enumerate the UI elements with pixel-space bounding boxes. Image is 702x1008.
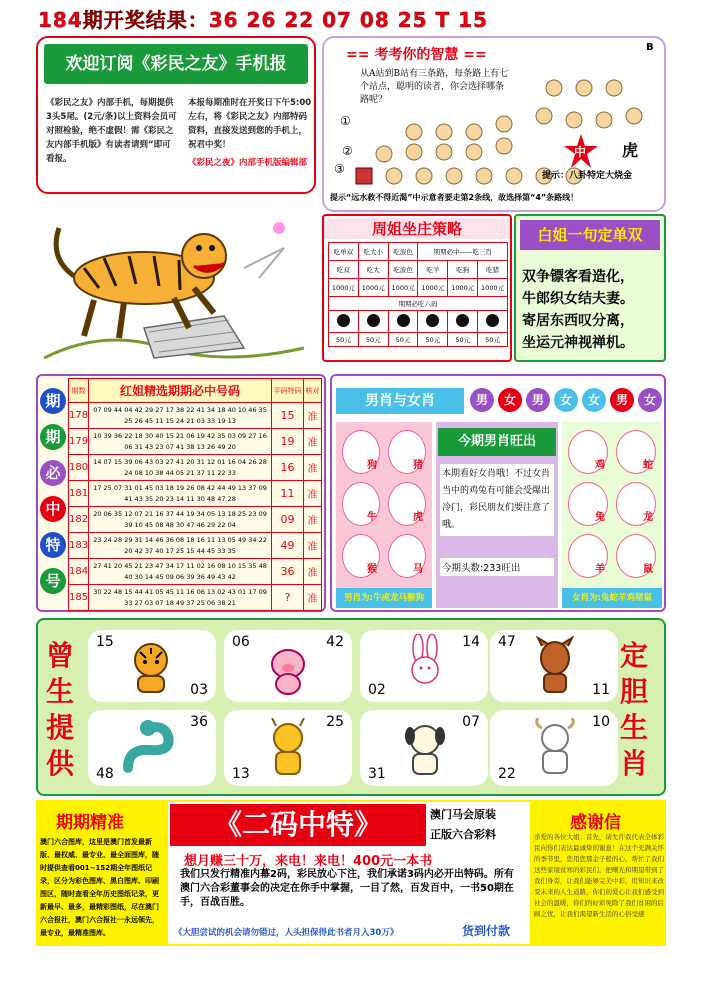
dragon-icon bbox=[262, 718, 314, 778]
vertical-ball-3: 必 bbox=[40, 460, 66, 486]
card-1-a: 15 bbox=[96, 634, 114, 650]
today-title: 今期男肖旺出 bbox=[438, 428, 556, 456]
zhou-dot-5 bbox=[448, 311, 478, 333]
zodiac-card-5 bbox=[88, 710, 216, 786]
gender-ball-5: 女 bbox=[582, 388, 606, 412]
subscribe-right-sign: 《彩民之夜》内部手机版编辑部 bbox=[188, 158, 308, 168]
tiger-illustration bbox=[44, 208, 316, 368]
gender-ball-3: 男 bbox=[526, 388, 550, 412]
zhou-r4c5: 50元 bbox=[448, 333, 478, 347]
wisdom-question: 从A站到B站有三条路，每条路上有七个站点，聪明的读者，你会选择哪条路呢？ bbox=[360, 69, 509, 105]
male-animal-2: 猪 bbox=[388, 430, 426, 474]
row-ok-178: 准 bbox=[304, 403, 322, 429]
male-animal-4: 虎 bbox=[388, 482, 426, 526]
card-5-b: 48 bbox=[96, 766, 114, 782]
card-1-b: 03 bbox=[190, 682, 208, 698]
male-female-title: 男肖与女肖 bbox=[336, 388, 464, 414]
female-animal-1: 鸡 bbox=[568, 430, 608, 474]
row-te-183: 49 bbox=[272, 533, 304, 559]
zeng-right-4: 肖 bbox=[620, 747, 649, 780]
male-footer: 男肖为:牛虎龙马猴狗 bbox=[336, 588, 432, 608]
zeng-left-1: 曾 bbox=[46, 639, 75, 672]
male-animal-6: 马 bbox=[388, 534, 426, 578]
gender-ball-2: 女 bbox=[498, 388, 522, 412]
col-qishu: 期数 bbox=[69, 379, 89, 403]
hongjie-title: 红姐精选期期必中号码 bbox=[89, 379, 272, 403]
zhou-r2c4: 1000元 bbox=[418, 279, 448, 297]
zhou-r4c2: 50元 bbox=[358, 333, 388, 347]
male-animal-3: 牛 bbox=[342, 482, 380, 526]
card-6-a: 25 bbox=[326, 714, 344, 730]
male-female-panel bbox=[330, 374, 666, 612]
row-te-181: 11 bbox=[272, 481, 304, 507]
qiqi-title: 期期精准 bbox=[56, 813, 124, 833]
zeng-left-2: 生 bbox=[46, 675, 75, 708]
card-4-a: 47 bbox=[498, 634, 516, 650]
tiger-icon bbox=[44, 208, 316, 368]
zhou-h3: 吃波色 bbox=[388, 243, 418, 261]
baijie-poem-2: 牛郎织女结夫妻。 bbox=[522, 291, 634, 307]
row-qi-180: 180 bbox=[69, 455, 89, 481]
row-te-178: 15 bbox=[272, 403, 304, 429]
row-qi-178: 178 bbox=[69, 403, 89, 429]
zhou-h1: 吃单双 bbox=[329, 243, 359, 261]
zodiac-card-3 bbox=[360, 630, 488, 702]
zodiac-card-8 bbox=[490, 710, 618, 786]
vertical-ball-4: 中 bbox=[40, 496, 66, 522]
row-te-180: 16 bbox=[272, 455, 304, 481]
zhou-dot-1 bbox=[329, 311, 359, 333]
ad-pay: 货到付款 bbox=[462, 924, 511, 938]
hongjie-panel bbox=[36, 374, 326, 612]
zeng-right-2: 胆 bbox=[620, 675, 649, 708]
snake-icon bbox=[118, 718, 182, 778]
wisdom-path-2: ② bbox=[342, 144, 353, 158]
zhou-r1c1: 吃双 bbox=[329, 261, 359, 279]
ad-footer: 《大胆尝试的机会请勿错过，人头担保得此书者月入30万》 bbox=[174, 928, 399, 938]
zhou-mid-label: 期期必吃六码 bbox=[329, 297, 508, 311]
zeng-left-3: 提 bbox=[46, 711, 75, 744]
row-qi-182: 182 bbox=[69, 507, 89, 533]
vertical-ball-1: 期 bbox=[40, 388, 66, 414]
zhou-r4c1: 50元 bbox=[329, 333, 359, 347]
vertical-ball-6: 号 bbox=[40, 568, 66, 594]
row-nums-185: 30 22 48 15 44 41 05 45 11 16 06 13 02 43 01 17 09 33 27 03 07 18 49 37 25 06 38 21 bbox=[89, 585, 272, 611]
row-qi-181: 181 bbox=[69, 481, 89, 507]
thanks-text: 亲爱的各位大姐：首先，请允许我代表全体彩民向你们表达最诚挚的谢意！在这个充满关怀的季节里，您用您那金子般的心，帮忙了我们这些家境贫寒的彩民们，把曙光和期望带到了我们身旁，让我们能够完美中彩，用知识来改变未来的人生道路，你们的爱心让我们感受到社会的温暖，你们的好彩免除了我们贫困的后顾之忧，让我们渴望新生活的心俗受感 bbox=[534, 833, 664, 918]
row-nums-182: 20 06 35 12 07 21 16 37 44 19 34 05 13 18 25 23 09 39 10 45 08 48 30 47 46 29 22 04 bbox=[89, 507, 272, 533]
wisdom-hint: 提示：八卦特定大烧金 bbox=[542, 171, 633, 181]
female-animal-2: 蛇 bbox=[616, 430, 656, 474]
dog-icon bbox=[400, 720, 450, 778]
card-3-b: 02 bbox=[368, 682, 386, 698]
row-nums-178: 07 09 44 04 42 29 27 17 38 22 41 34 18 40 10 46 35 25 26 45 11 15 24 21 03 33 19 13 bbox=[89, 403, 272, 429]
row-te-179: 19 bbox=[272, 429, 304, 455]
baijie-poem-4: 坐运元神视禅机。 bbox=[522, 335, 634, 351]
zodiac-card-4 bbox=[490, 630, 618, 702]
row-ok-184: 准 bbox=[304, 559, 322, 585]
male-column bbox=[336, 422, 432, 588]
zhou-h4: 期期必中——吃三肖 bbox=[418, 243, 508, 261]
vertical-ball-2: 期 bbox=[40, 424, 66, 450]
zhou-h2: 吃大小 bbox=[358, 243, 388, 261]
row-nums-179: 10 39 36 22 18 30 40 15 21 06 19 42 35 03 09 27 16 06 31 43 23 07 41 38 13 26 49 20 bbox=[89, 429, 272, 455]
baijie-poem-3: 寄居东西叹分离， bbox=[522, 313, 634, 329]
female-animal-4: 龙 bbox=[616, 482, 656, 526]
card-7-a: 07 bbox=[462, 714, 480, 730]
ad-slogan: 想月赚三十万，来电！来电！400元一本书 bbox=[184, 854, 433, 869]
male-animal-1: 狗 bbox=[342, 430, 380, 474]
zhou-r1c2: 吃大 bbox=[358, 261, 388, 279]
thanks-title: 感谢信 bbox=[570, 813, 621, 833]
hongjie-table bbox=[68, 378, 322, 611]
card-6-b: 13 bbox=[232, 766, 250, 782]
row-te-184: 36 bbox=[272, 559, 304, 585]
zhou-dot-2 bbox=[358, 311, 388, 333]
zhou-r1c5: 吃狗 bbox=[448, 261, 478, 279]
vertical-ball-5: 特 bbox=[40, 532, 66, 558]
zhou-r2c5: 1000元 bbox=[448, 279, 478, 297]
card-2-b: 42 bbox=[326, 634, 344, 650]
wisdom-title: == 考考你的智慧 == bbox=[346, 47, 487, 63]
zhou-r2c1: 1000元 bbox=[329, 279, 359, 297]
row-nums-181: 17 25 07 31 01 45 03 18 19 26 08 42 44 49 13 37 09 41 43 35 20 23 14 11 30 48 47 28 bbox=[89, 481, 272, 507]
zhou-dot-4 bbox=[418, 311, 448, 333]
wisdom-corner: B bbox=[646, 42, 654, 53]
zhou-table bbox=[328, 242, 508, 347]
today-column bbox=[436, 422, 558, 608]
row-nums-180: 14 07 15 39 06 43 03 27 41 20 31 12 01 16 04 26 28 24 08 10 38 44 05 21 37 11 22 33 bbox=[89, 455, 272, 481]
col-pingma: 平码特码 bbox=[272, 379, 304, 403]
wisdom-panel bbox=[322, 36, 666, 212]
row-qi-179: 179 bbox=[69, 429, 89, 455]
wisdom-path-3: ③ bbox=[334, 162, 345, 176]
ad-title: 《二码中特》 bbox=[170, 804, 426, 846]
subscribe-right-text: 本报每期准时在开奖日下午5:00左右，将《彩民之友》内部特码资料，直接发送到您的手机上，祝君中奖！ bbox=[188, 98, 312, 150]
ad-body: 我们只发行精准内幕2码，彩民放心下注，我们承诺3码内必开出特码。所有澳门六合彩董事会的决定在你手中掌握，一目了然，百发百中，一书50期在手，百战百胜。 bbox=[180, 869, 514, 908]
zeng-panel bbox=[36, 618, 666, 796]
goat-icon bbox=[528, 718, 582, 778]
zhou-r4c3: 50元 bbox=[388, 333, 418, 347]
subscribe-banner: 欢迎订阅《彩民之友》手机报 bbox=[44, 44, 308, 84]
gender-ball-7: 女 bbox=[638, 388, 662, 412]
zhou-r4c4: 50元 bbox=[418, 333, 448, 347]
wisdom-bottom-hint: 提示“远水救不得近渴”中示意者要走第2条线，故选择第“4”条路线！ bbox=[330, 193, 579, 202]
zhou-r2c2: 1000元 bbox=[358, 279, 388, 297]
ad-side-1: 澳门马会原装 bbox=[430, 808, 496, 821]
baijie-panel bbox=[514, 214, 666, 362]
horse-icon bbox=[528, 636, 582, 696]
female-animal-5: 羊 bbox=[568, 534, 608, 578]
row-ok-185: 准 bbox=[304, 585, 322, 611]
today-count: 今期头数:233旺出 bbox=[440, 558, 554, 576]
zhou-r4c6: 50元 bbox=[478, 333, 508, 347]
baijie-poem-1: 双争镖客看造化， bbox=[522, 269, 634, 285]
subscribe-left-text: 《彩民之友》内部手机，每期提供3头5尾。(2元/条)以上资料会员可对照检验，绝不虚假！需《彩民之友内部手机版》有读者请到“即可看报。 bbox=[46, 98, 177, 164]
female-footer: 女肖为:兔蛇羊鸡猪鼠 bbox=[562, 588, 662, 608]
hu-label: 虎 bbox=[622, 141, 639, 160]
row-qi-184: 184 bbox=[69, 559, 89, 585]
card-8-b: 22 bbox=[498, 766, 516, 782]
row-ok-181: 准 bbox=[304, 481, 322, 507]
row-qi-183: 183 bbox=[69, 533, 89, 559]
card-8-a: 10 bbox=[592, 714, 610, 730]
row-te-185: ? bbox=[272, 585, 304, 611]
qiqi-text: 澳门六合图库，这里是澳门首发最新版、最权威、最专业、最全面图库，随时提供查看001~152期全年图纸记录，区分为彩色图库、黑白图库、印刷图区，随时查看全年历史图纸记录，更新最早、最多，最精彩图纸，尽在澳门六合报社，澳门六合报社一永远领先，最专业，最精准图库。 bbox=[40, 838, 159, 937]
row-ok-180: 准 bbox=[304, 455, 322, 481]
zhou-panel bbox=[322, 214, 512, 362]
ad-panel bbox=[168, 802, 530, 944]
row-ok-182: 准 bbox=[304, 507, 322, 533]
zhou-dot-6 bbox=[478, 311, 508, 333]
zodiac-card-2 bbox=[224, 630, 352, 702]
female-animal-6: 鼠 bbox=[616, 534, 656, 578]
row-te-182: 09 bbox=[272, 507, 304, 533]
zhou-r1c3: 吃波色 bbox=[388, 261, 418, 279]
tiger-icon bbox=[124, 638, 178, 694]
result-title: 184期开奖结果：36 26 22 07 08 25 T 15 bbox=[38, 8, 488, 32]
zeng-right-3: 生 bbox=[620, 711, 649, 744]
zeng-left-4: 供 bbox=[46, 747, 75, 780]
row-ok-183: 准 bbox=[304, 533, 322, 559]
card-3-a: 14 bbox=[462, 634, 480, 650]
gender-ball-6: 男 bbox=[610, 388, 634, 412]
male-animal-5: 猴 bbox=[342, 534, 380, 578]
card-7-b: 31 bbox=[368, 766, 386, 782]
zodiac-card-7 bbox=[360, 710, 488, 786]
ad-side-2: 正版六合彩料 bbox=[430, 828, 496, 841]
card-2-a: 06 bbox=[232, 634, 250, 650]
female-column bbox=[562, 422, 662, 588]
zhou-r2c3: 1000元 bbox=[388, 279, 418, 297]
zhou-r1c4: 吃羊 bbox=[418, 261, 448, 279]
zhou-r1c6: 吃猪 bbox=[478, 261, 508, 279]
row-ok-179: 准 bbox=[304, 429, 322, 455]
rabbit-icon bbox=[400, 634, 450, 696]
zhong-badge bbox=[564, 134, 598, 168]
female-animal-3: 兔 bbox=[568, 482, 608, 526]
wisdom-path-1: ① bbox=[340, 114, 351, 128]
zhou-title: 周姐坐庄策略 bbox=[324, 218, 510, 239]
pig-icon bbox=[262, 642, 314, 696]
zhou-dot-3 bbox=[388, 311, 418, 333]
zhou-r2c6: 1000元 bbox=[478, 279, 508, 297]
col-check: 核对 bbox=[304, 379, 322, 403]
baijie-title: 白姐一句定单双 bbox=[520, 220, 660, 250]
gender-ball-4: 女 bbox=[554, 388, 578, 412]
zodiac-card-1 bbox=[88, 630, 216, 702]
zeng-right-1: 定 bbox=[620, 639, 649, 672]
zhong-label: 中 bbox=[574, 145, 587, 159]
today-text: 本期看好女肖哦！不过女肖当中的鸡兔有可能会受爆出冷门，彩民朋友们要注意了哦。 bbox=[440, 464, 554, 536]
card-4-b: 11 bbox=[592, 682, 610, 698]
card-5-a: 36 bbox=[190, 714, 208, 730]
row-nums-184: 27 41 20 45 21 23 47 34 17 11 02 16 08 10 15 35 48 40 30 14 45 09 06 39 36 49 43 42 bbox=[89, 559, 272, 585]
bottom-section bbox=[36, 800, 666, 946]
subscribe-panel bbox=[36, 36, 316, 194]
zodiac-card-6 bbox=[224, 710, 352, 786]
gender-ball-1: 男 bbox=[470, 388, 494, 412]
row-qi-185: 185 bbox=[69, 585, 89, 611]
row-nums-183: 23 24 28 29 31 14 46 36 08 18 16 11 13 05 49 34 22 20 42 37 40 17 25 15 44 45 33 35 bbox=[89, 533, 272, 559]
